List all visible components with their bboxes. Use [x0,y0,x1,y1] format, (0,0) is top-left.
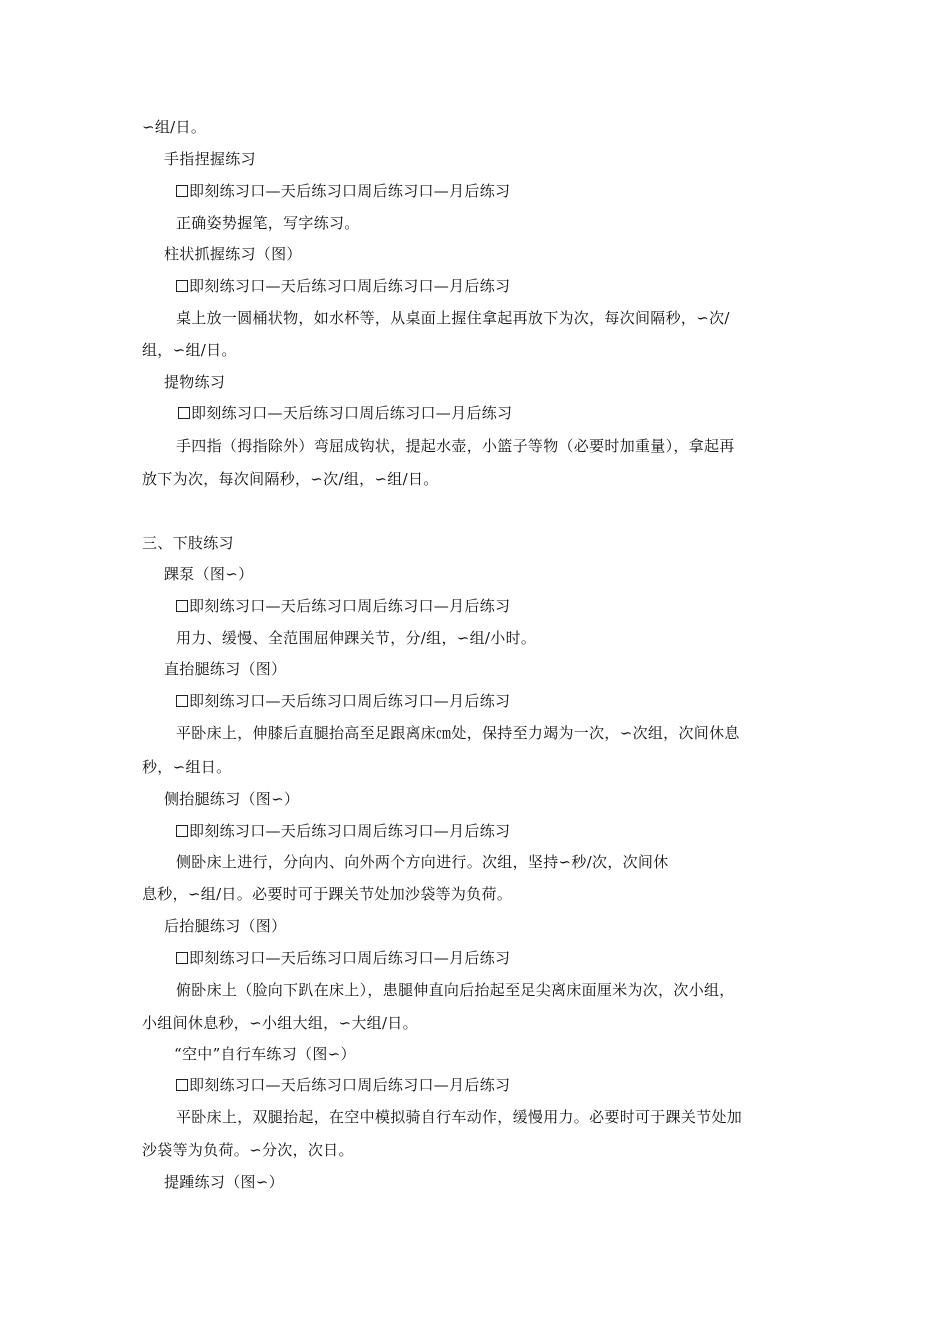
text-line: 用力、缓慢、全范围屈伸踝关节，分/组，∽组/小时。 [176,629,537,647]
checkbox-icon [176,280,188,292]
practice-options-text: 即刻练习口—天后练习口周后练习口—月后练习 [189,1076,511,1094]
text-line: 平卧床上，双腿抬起，在空中模拟骑自行车动作，缓慢用力。必要时可于踝关节处加 [176,1108,743,1126]
section-heading: 踝泵（图∽） [164,565,254,583]
text-line: 组，∽组/日。 [142,341,237,359]
chapter-heading: 三、下肢练习 [142,534,234,552]
text-line: 俯卧床上（脸向下趴在床上），患腿伸直向后抬起至足尖离床面厘米为次，次小组， [176,981,735,999]
practice-options-text: 即刻练习口—天后练习口周后练习口—月后练习 [191,404,513,422]
section-heading: 侧抬腿练习（图∽） [164,790,300,808]
checkbox-icon [176,185,188,197]
practice-options-text: 即刻练习口—天后练习口周后练习口—月后练习 [189,949,511,967]
section-heading: 提踵练习（图∽） [164,1173,284,1191]
checkbox-icon [176,600,188,612]
section-heading: 直抬腿练习（图） [164,660,287,678]
practice-options [176,821,510,841]
section-heading: 提物练习 [164,373,226,391]
practice-options [176,1075,510,1095]
text-line: 放下为次，每次间隔秒，∽次/组，∽组/日。 [142,470,439,488]
section-heading: “空中”自行车练习（图∽） [174,1045,356,1063]
section-heading: 后抬腿练习（图） [164,917,287,935]
practice-options-text: 即刻练习口—天后练习口周后练习口—月后练习 [189,182,511,200]
practice-options [178,403,512,423]
section-heading: 手指捏握练习 [164,150,256,168]
text-line: 息秒，∽组/日。必要时可于踝关节处加沙袋等为负荷。 [142,885,513,903]
checkbox-icon [176,825,188,837]
practice-options [176,276,510,296]
text-line: 平卧床上，伸膝后直腿抬高至足跟离床㎝处，保持至力竭为一次，∽次组，次间休息 [176,724,740,742]
practice-options [176,596,510,616]
checkbox-icon [176,695,188,707]
checkbox-icon [178,407,190,419]
practice-options [176,948,510,968]
text-line: 侧卧床上进行，分向内、向外两个方向进行。次组，坚持∽秒/次，次间休 [176,853,669,871]
practice-options-text: 即刻练习口—天后练习口周后练习口—月后练习 [189,277,511,295]
text-line: 桌上放一圆桶状物，如水杯等，从桌面上握住拿起再放下为次，每次间隔秒，∽次/ [176,309,730,327]
text-line: ∽组/日。 [142,118,207,136]
text-line: 正确姿势握笔，写字练习。 [176,214,360,232]
practice-options-text: 即刻练习口—天后练习口周后练习口—月后练习 [189,597,511,615]
text-line: 秒，∽组日。 [142,758,232,776]
text-line: 手四指（拇指除外）弯屈成钩状，提起水壶，小篮子等物（必要时加重量），拿起再 [176,437,735,455]
practice-options [176,691,510,711]
checkbox-icon [176,1079,188,1091]
practice-options-text: 即刻练习口—天后练习口周后练习口—月后练习 [189,692,511,710]
practice-options [176,181,510,201]
checkbox-icon [176,952,188,964]
practice-options-text: 即刻练习口—天后练习口周后练习口—月后练习 [189,822,511,840]
text-line: 沙袋等为负荷。∽分次，次日。 [142,1141,354,1159]
section-heading: 柱状抓握练习（图） [164,245,302,263]
text-line: 小组间休息秒，∽小组大组，∽大组/日。 [142,1014,418,1032]
